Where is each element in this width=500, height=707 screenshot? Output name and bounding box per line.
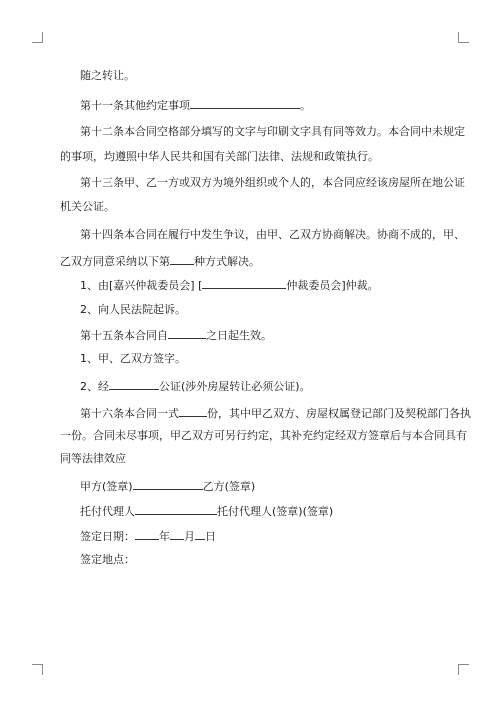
- text-line: [0, 452, 500, 466]
- text-run: 同等法律效应: [60, 452, 126, 465]
- text-run: 份，其中甲乙双方、房屋权属登记部门及契税部门各执: [207, 407, 471, 420]
- text-run: 第十三条甲、乙一方或双方为境外组织或个人的，本合同应经该房屋所在地公证: [80, 176, 465, 189]
- blank-fill-field[interactable]: [170, 528, 184, 540]
- blank-fill-field[interactable]: [170, 253, 194, 265]
- text-run: 乙双方同意采纳以下第: [60, 255, 170, 268]
- text-run: 年: [159, 530, 170, 543]
- crop-mark-bottom-left: [32, 664, 43, 675]
- text-line: [0, 200, 500, 214]
- text-run: 第十一条其他约定事项: [80, 99, 190, 112]
- blank-fill-field[interactable]: [135, 503, 217, 515]
- blank-fill-field[interactable]: [190, 97, 300, 109]
- text-run: 签定地点：: [80, 553, 135, 566]
- blank-fill-field[interactable]: [179, 405, 207, 417]
- text-run: 第十六条本合同一式: [80, 407, 179, 420]
- text-line: [0, 478, 500, 494]
- text-line: [0, 405, 500, 421]
- text-line: [0, 150, 500, 164]
- text-run: 乙方(签章): [202, 480, 256, 493]
- text-run: 种方式解决。: [194, 255, 260, 268]
- text-run: 1、甲、乙双方签字。: [80, 352, 186, 365]
- text-run: 2、向人民法院起诉。: [80, 303, 186, 316]
- text-run: 签定日期：: [80, 530, 135, 543]
- blank-fill-field[interactable]: [195, 528, 205, 540]
- text-run: 托付代理人: [80, 505, 135, 518]
- text-line: [0, 69, 500, 83]
- crop-mark-top-right: [458, 32, 469, 43]
- text-run: 之日起生效。: [206, 329, 272, 342]
- text-run: 1、由[嘉兴仲裁委员会] [: [80, 279, 203, 292]
- text-run: 2、经: [80, 380, 109, 393]
- text-line: [0, 277, 500, 293]
- text-run: 随之转让。: [80, 69, 135, 82]
- blank-fill-field[interactable]: [168, 327, 206, 339]
- text-run: 第十五条本合同自: [80, 329, 168, 342]
- text-line: [0, 228, 500, 242]
- text-line: [0, 503, 500, 519]
- text-run: 。: [300, 99, 311, 112]
- text-line: [0, 253, 500, 269]
- blank-fill-field[interactable]: [133, 478, 203, 490]
- text-run: 日: [205, 530, 216, 543]
- text-run: 甲方(签章): [80, 480, 133, 493]
- text-run: 公证(涉外房屋转让必须公证)。: [159, 380, 311, 393]
- crop-mark-bottom-right: [458, 664, 469, 675]
- blank-fill-field[interactable]: [202, 277, 286, 289]
- text-run: 月: [184, 530, 195, 543]
- text-line: [0, 528, 500, 544]
- text-line: [0, 378, 500, 394]
- blank-fill-field[interactable]: [135, 528, 159, 540]
- blank-fill-field[interactable]: [109, 378, 159, 390]
- text-line: [0, 327, 500, 343]
- text-line: [0, 97, 500, 113]
- text-line: [0, 553, 500, 567]
- text-run: 仲裁委员会]仲裁。: [286, 279, 379, 292]
- text-line: [0, 125, 500, 139]
- text-line: [0, 176, 500, 190]
- text-line: [0, 303, 500, 317]
- text-line: [0, 429, 500, 443]
- text-run: 第十二条本合同空格部分填写的文字与印刷文字具有同等效力。本合同中未规定: [80, 125, 465, 138]
- text-run: 的事项，均遵照中华人民共和国有关部门法律、法规和政策执行。: [60, 150, 379, 163]
- crop-mark-top-left: [32, 32, 43, 43]
- text-run: 托付代理人(签章)(签章): [217, 505, 334, 518]
- text-run: 第十四条本合同在履行中发生争议，由甲、乙双方协商解决。协商不成的，甲、: [80, 228, 465, 241]
- text-run: 一份。合同未尽事项，甲乙双方可另行约定，其补充约定经双方签章后与本合同具有: [60, 429, 467, 442]
- text-run: 机关公证。: [60, 200, 115, 213]
- text-line: [0, 352, 500, 366]
